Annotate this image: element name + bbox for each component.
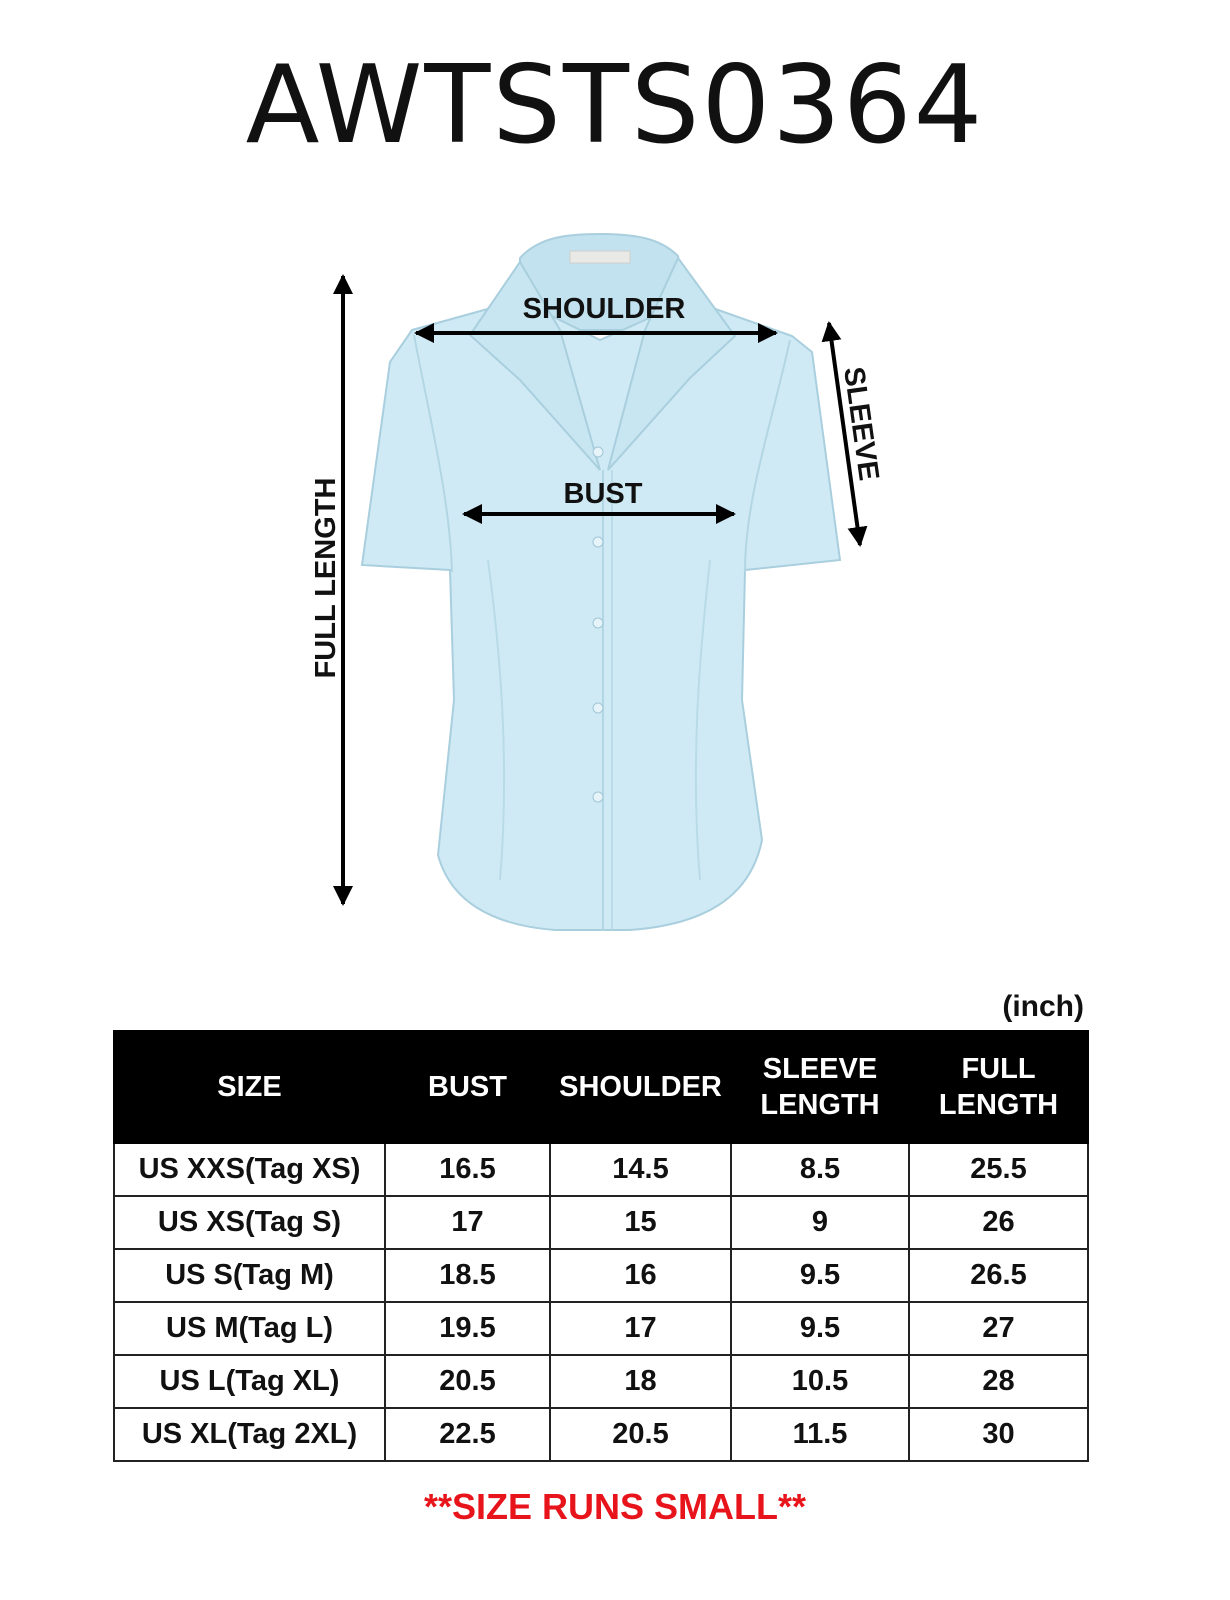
cell-size: US S(Tag M) bbox=[114, 1249, 385, 1302]
table-row bbox=[114, 1249, 1088, 1302]
cell-full-length: 26 bbox=[909, 1196, 1088, 1249]
table-row bbox=[114, 1302, 1088, 1355]
cell-sleeve: 9.5 bbox=[731, 1302, 909, 1355]
cell-sleeve: 11.5 bbox=[731, 1408, 909, 1461]
header-full-line2: LENGTH bbox=[938, 1089, 1059, 1121]
header-shoulder: SHOULDER bbox=[550, 1031, 731, 1143]
unit-label: (inch) bbox=[1002, 990, 1084, 1023]
header-full-line1: FULL bbox=[961, 1052, 1036, 1085]
table-row bbox=[114, 1408, 1088, 1461]
header-sleeve-line2: LENGTH bbox=[760, 1089, 880, 1121]
header-sleeve-line1: SLEEVE bbox=[762, 1052, 878, 1085]
cell-full-length: 27 bbox=[909, 1302, 1088, 1355]
shirt-button bbox=[593, 703, 603, 713]
table-row bbox=[114, 1355, 1088, 1408]
shirt-illustration bbox=[362, 234, 840, 930]
shirt-button bbox=[593, 537, 603, 547]
cell-bust: 19.5 bbox=[385, 1302, 550, 1355]
cell-bust: 16.5 bbox=[385, 1143, 550, 1196]
shirt-button bbox=[593, 618, 603, 628]
cell-bust: 18.5 bbox=[385, 1249, 550, 1302]
shirt-button bbox=[593, 792, 603, 802]
table-row bbox=[114, 1143, 1088, 1196]
product-code-title: AWTSTS0364 bbox=[245, 43, 985, 168]
cell-shoulder: 17 bbox=[550, 1302, 731, 1355]
shirt-body bbox=[362, 300, 840, 930]
cell-full-length: 25.5 bbox=[909, 1143, 1088, 1196]
cell-sleeve: 9 bbox=[731, 1196, 909, 1249]
cell-shoulder: 18 bbox=[550, 1355, 731, 1408]
cell-shoulder: 16 bbox=[550, 1249, 731, 1302]
cell-size: US XS(Tag S) bbox=[114, 1196, 385, 1249]
bust-label: BUST bbox=[563, 478, 643, 510]
cell-size: US L(Tag XL) bbox=[114, 1355, 385, 1408]
full-length-label: FULL LENGTH bbox=[310, 477, 342, 679]
cell-bust: 20.5 bbox=[385, 1355, 550, 1408]
cell-shoulder: 15 bbox=[550, 1196, 731, 1249]
header-size: SIZE bbox=[114, 1031, 385, 1143]
cell-sleeve: 8.5 bbox=[731, 1143, 909, 1196]
cell-full-length: 26.5 bbox=[909, 1249, 1088, 1302]
shoulder-label: SHOULDER bbox=[522, 293, 686, 325]
cell-bust: 22.5 bbox=[385, 1408, 550, 1461]
header-bust: BUST bbox=[385, 1031, 550, 1143]
size-chart-table bbox=[113, 1030, 1089, 1462]
cell-size: US M(Tag L) bbox=[114, 1302, 385, 1355]
collar-label-tag bbox=[570, 251, 630, 263]
cell-full-length: 28 bbox=[909, 1355, 1088, 1408]
cell-size: US XXS(Tag XS) bbox=[114, 1143, 385, 1196]
header-sleeve-length bbox=[731, 1031, 909, 1143]
cell-sleeve: 10.5 bbox=[731, 1355, 909, 1408]
sleeve-label: SLEEVE bbox=[837, 364, 885, 483]
cell-full-length: 30 bbox=[909, 1408, 1088, 1461]
table-row bbox=[114, 1196, 1088, 1249]
header-full-length bbox=[909, 1031, 1088, 1143]
shirt-button bbox=[593, 447, 603, 457]
cell-size: US XL(Tag 2XL) bbox=[114, 1408, 385, 1461]
cell-shoulder: 20.5 bbox=[550, 1408, 731, 1461]
cell-shoulder: 14.5 bbox=[550, 1143, 731, 1196]
cell-sleeve: 9.5 bbox=[731, 1249, 909, 1302]
table-header-row bbox=[114, 1031, 1088, 1143]
size-runs-small-note: **SIZE RUNS SMALL** bbox=[423, 1486, 807, 1527]
cell-bust: 17 bbox=[385, 1196, 550, 1249]
